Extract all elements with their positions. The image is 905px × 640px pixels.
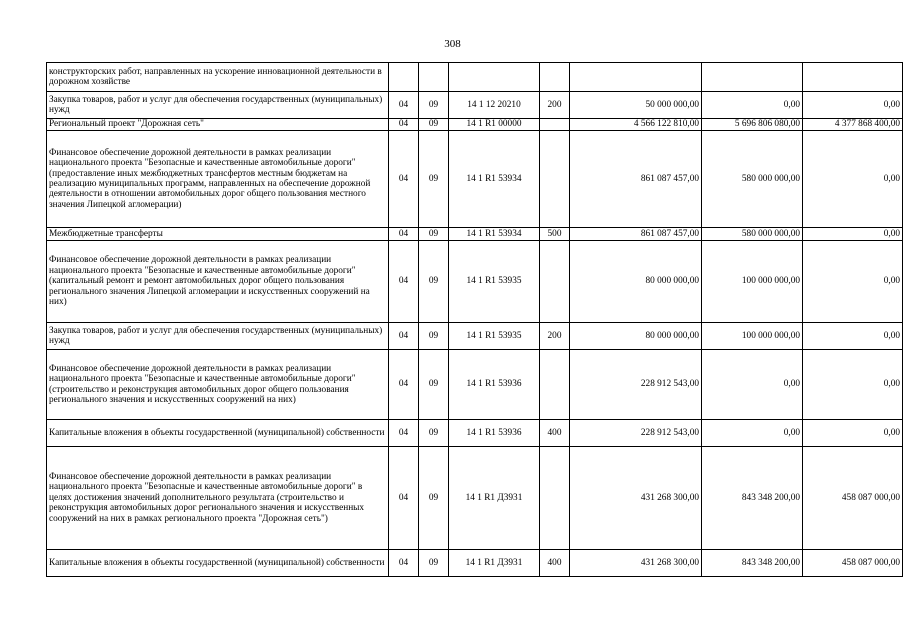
subsection-code (419, 63, 449, 92)
target-article: 14 1 R1 53934 (449, 228, 540, 241)
subsection-code: 09 (419, 92, 449, 119)
target-article: 14 1 R1 53935 (449, 241, 540, 323)
table-body (47, 63, 903, 577)
amount-year-2: 580 000 000,00 (702, 228, 803, 241)
budget-table (46, 62, 903, 577)
amount-year-2: 843 348 200,00 (702, 447, 803, 550)
table-row (47, 323, 903, 350)
section-code: 04 (389, 550, 419, 577)
target-article: 14 1 12 20210 (449, 92, 540, 119)
row-name: Финансовое обеспечение дорожной деятельности в рамках реализации национального проекта "Безопасные и качественные автомобильные дороги" (капитальный ремонт и ремонт автомобильных дорог общего пользования регионального значения Липецкой агломерации и искусственных сооружений на них) (47, 241, 389, 323)
table-row (47, 241, 903, 323)
amount-year-3: 458 087 000,00 (803, 447, 903, 550)
table-row (47, 92, 903, 119)
table-row (47, 350, 903, 420)
section-code: 04 (389, 447, 419, 550)
amount-year-1: 861 087 457,00 (570, 228, 702, 241)
subsection-code: 09 (419, 447, 449, 550)
amount-year-2: 100 000 000,00 (702, 241, 803, 323)
amount-year-3: 0,00 (803, 420, 903, 447)
row-name: конструкторских работ, направленных на ускорение инновационной деятельности в дорожном хозяйстве (47, 63, 389, 92)
target-article: 14 1 R1 53935 (449, 323, 540, 350)
row-name: Межбюджетные трансферты (47, 228, 389, 241)
amount-year-1: 50 000 000,00 (570, 92, 702, 119)
amount-year-2: 5 696 806 080,00 (702, 119, 803, 131)
expense-type (540, 63, 570, 92)
table-row (47, 63, 903, 92)
target-article: 14 1 R1 53936 (449, 350, 540, 420)
expense-type (540, 119, 570, 131)
amount-year-1: 4 566 122 810,00 (570, 119, 702, 131)
amount-year-2: 580 000 000,00 (702, 131, 803, 228)
section-code: 04 (389, 228, 419, 241)
table-row (47, 447, 903, 550)
page-number: 308 (444, 38, 461, 50)
section-code: 04 (389, 241, 419, 323)
amount-year-2: 0,00 (702, 420, 803, 447)
amount-year-2: 0,00 (702, 92, 803, 119)
subsection-code: 09 (419, 241, 449, 323)
amount-year-3: 0,00 (803, 228, 903, 241)
table-row (47, 119, 903, 131)
subsection-code: 09 (419, 228, 449, 241)
expense-type: 500 (540, 228, 570, 241)
row-name: Региональный проект "Дорожная сеть" (47, 119, 389, 131)
expense-type (540, 241, 570, 323)
subsection-code: 09 (419, 550, 449, 577)
amount-year-1: 80 000 000,00 (570, 323, 702, 350)
expense-type: 400 (540, 420, 570, 447)
section-code: 04 (389, 323, 419, 350)
table-row (47, 131, 903, 228)
table-row (47, 228, 903, 241)
row-name: Капитальные вложения в объекты государственной (муниципальной) собственности (47, 550, 389, 577)
amount-year-3: 0,00 (803, 131, 903, 228)
subsection-code: 09 (419, 131, 449, 228)
section-code: 04 (389, 131, 419, 228)
target-article (449, 63, 540, 92)
row-name: Закупка товаров, работ и услуг для обеспечения государственных (муниципальных) нужд (47, 92, 389, 119)
target-article: 14 1 R1 00000 (449, 119, 540, 131)
expense-type: 400 (540, 550, 570, 577)
amount-year-3: 458 087 000,00 (803, 550, 903, 577)
section-code: 04 (389, 92, 419, 119)
subsection-code: 09 (419, 119, 449, 131)
row-name: Капитальные вложения в объекты государственной (муниципальной) собственности (47, 420, 389, 447)
amount-year-3 (803, 63, 903, 92)
amount-year-1: 228 912 543,00 (570, 350, 702, 420)
target-article: 14 1 R1 53934 (449, 131, 540, 228)
amount-year-3: 0,00 (803, 92, 903, 119)
row-name: Финансовое обеспечение дорожной деятельности в рамках реализации национального проекта "Безопасные и качественные автомобильные дороги" (предоставление иных межбюджетных трансфертов местным бюджетам на реализацию муниципальных программ, направленных на обеспечение дорожной деятельности в отношении автомобильных дорог общего пользования местного значения Липецкой агломерации) (47, 131, 389, 228)
section-code: 04 (389, 420, 419, 447)
expense-type (540, 131, 570, 228)
amount-year-2: 0,00 (702, 350, 803, 420)
table-row (47, 550, 903, 577)
amount-year-1: 861 087 457,00 (570, 131, 702, 228)
amount-year-3: 4 377 868 400,00 (803, 119, 903, 131)
expense-type (540, 350, 570, 420)
target-article: 14 1 R1 53936 (449, 420, 540, 447)
table-row (47, 420, 903, 447)
amount-year-1: 228 912 543,00 (570, 420, 702, 447)
expense-type: 200 (540, 92, 570, 119)
amount-year-1: 431 268 300,00 (570, 550, 702, 577)
subsection-code: 09 (419, 350, 449, 420)
expense-type: 200 (540, 323, 570, 350)
amount-year-2: 100 000 000,00 (702, 323, 803, 350)
amount-year-1: 431 268 300,00 (570, 447, 702, 550)
amount-year-2 (702, 63, 803, 92)
amount-year-1: 80 000 000,00 (570, 241, 702, 323)
target-article: 14 1 R1 Д3931 (449, 550, 540, 577)
row-name: Финансовое обеспечение дорожной деятельности в рамках реализации национального проекта "Безопасные и качественные автомобильные дороги" (строительство и реконструкция автомобильных дорог общего пользования регионального значения и искусственных сооружений на них) (47, 350, 389, 420)
amount-year-3: 0,00 (803, 323, 903, 350)
expense-type (540, 447, 570, 550)
row-name: Закупка товаров, работ и услуг для обеспечения государственных (муниципальных) нужд (47, 323, 389, 350)
subsection-code: 09 (419, 323, 449, 350)
amount-year-3: 0,00 (803, 350, 903, 420)
amount-year-3: 0,00 (803, 241, 903, 323)
amount-year-2: 843 348 200,00 (702, 550, 803, 577)
amount-year-1 (570, 63, 702, 92)
subsection-code: 09 (419, 420, 449, 447)
section-code: 04 (389, 350, 419, 420)
target-article: 14 1 R1 Д3931 (449, 447, 540, 550)
section-code: 04 (389, 119, 419, 131)
row-name: Финансовое обеспечение дорожной деятельности в рамках реализации национального проекта "Безопасные и качественные автомобильные дороги" в целях достижения значений дополнительного результата (строительство и реконструкция автомобильных дорог регионального значения и искусственных сооружений на них в рамках регионального проекта "Дорожная сеть") (47, 447, 389, 550)
section-code (389, 63, 419, 92)
